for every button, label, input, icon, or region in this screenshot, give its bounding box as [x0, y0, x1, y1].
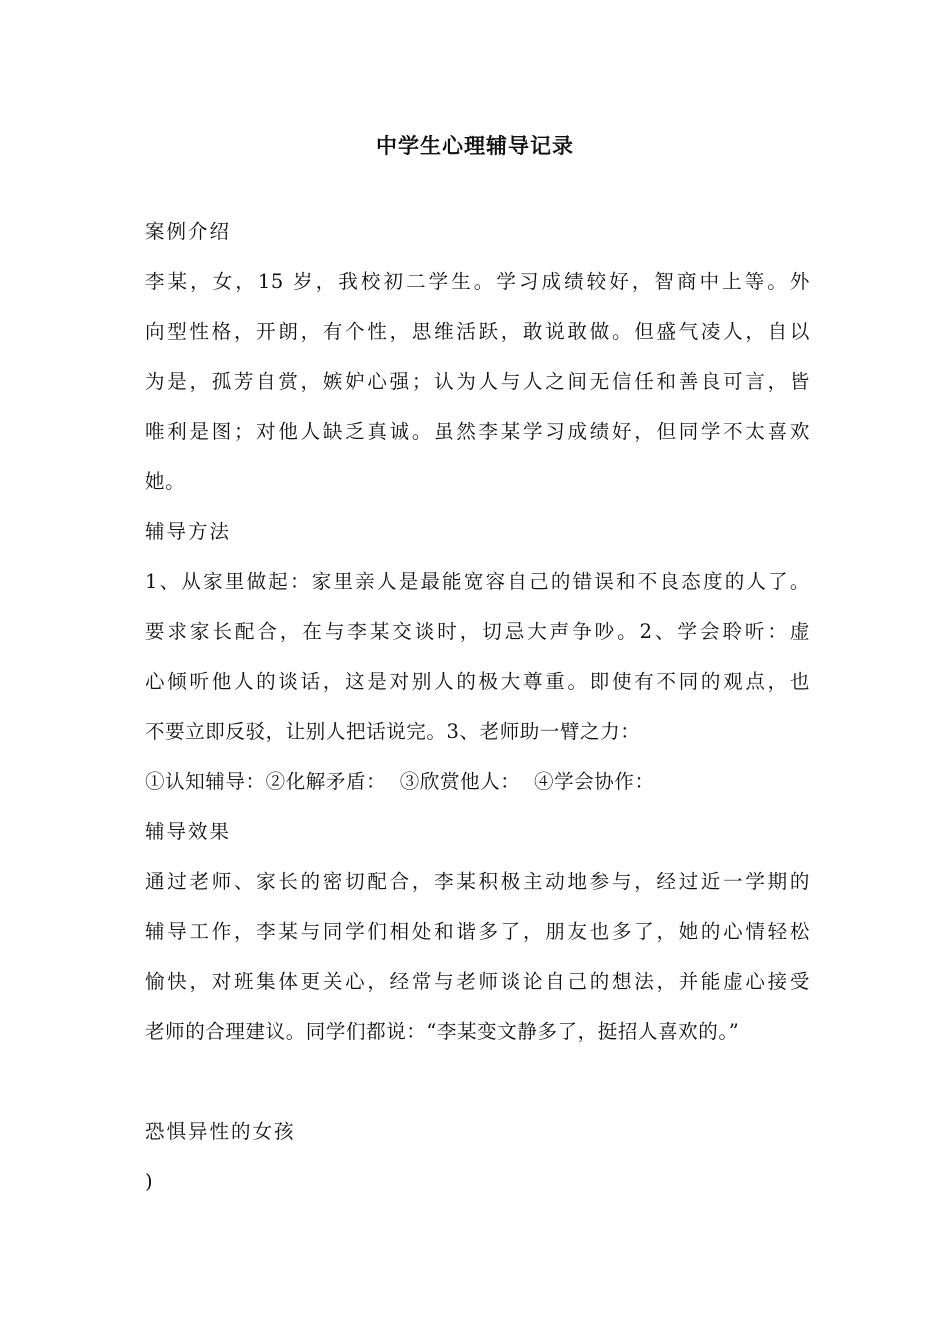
paragraph-line: 老师的合理建议。同学们都说：“李某变文静多了，挺招人喜欢的。” — [145, 1020, 740, 1043]
paragraph-line: 不要立即反驳，让别人把话说完。3、老师助一臂之力： — [145, 720, 641, 743]
paragraph-line: 唯利是图；对他人缺乏真诚。虽然李某学习成绩好，但同学不太喜欢 — [145, 420, 810, 443]
paragraph-line: 为是，孤芳自赏，嫉妒心强；认为人与人之间无信任和善良可言，皆 — [145, 370, 810, 393]
paragraph-line: 通过老师、家长的密切配合，李某积极主动地参与，经过近一学期的 — [145, 870, 810, 893]
paragraph-line: 李某，女，15 岁，我校初二学生。学习成绩较好，智商中上等。外 — [145, 270, 810, 293]
paragraph-line: 愉快，对班集体更关心，经常与老师谈论自己的想法，并能虚心接受 — [145, 970, 810, 993]
paragraph-line: ) — [145, 1170, 154, 1193]
paragraph-line: 1、从家里做起：家里亲人是最能宽容自己的错误和不良态度的人了。 — [145, 570, 810, 593]
section-heading-method: 辅导方法 — [145, 520, 232, 543]
paragraph-line: 向型性格，开朗，有个性，思维活跃，敢说敢做。但盛气凌人，自以 — [145, 320, 810, 343]
section-heading-effect: 辅导效果 — [145, 820, 232, 843]
document-title: 中学生心理辅导记录 — [376, 134, 574, 158]
paragraph-line: 她。 — [145, 470, 186, 493]
document-body — [145, 215, 810, 1215]
spacer — [145, 1065, 810, 1115]
paragraph-line: ①认知辅导：②化解矛盾： ③欣赏他人： ④学会协作： — [145, 770, 655, 793]
paragraph-line: 心倾听他人的谈话，这是对别人的极大尊重。即使有不同的观点，也 — [145, 670, 810, 693]
section-heading-case-intro: 案例介绍 — [145, 220, 232, 243]
paragraph-line: 要求家长配合，在与李某交谈时，切忌大声争吵。2、学会聆听：虚 — [145, 620, 810, 643]
section-heading-next: 恐惧异性的女孩 — [145, 1120, 296, 1143]
paragraph-line: 辅导工作，李某与同学们相处和谐多了，朋友也多了，她的心情轻松 — [145, 920, 810, 943]
